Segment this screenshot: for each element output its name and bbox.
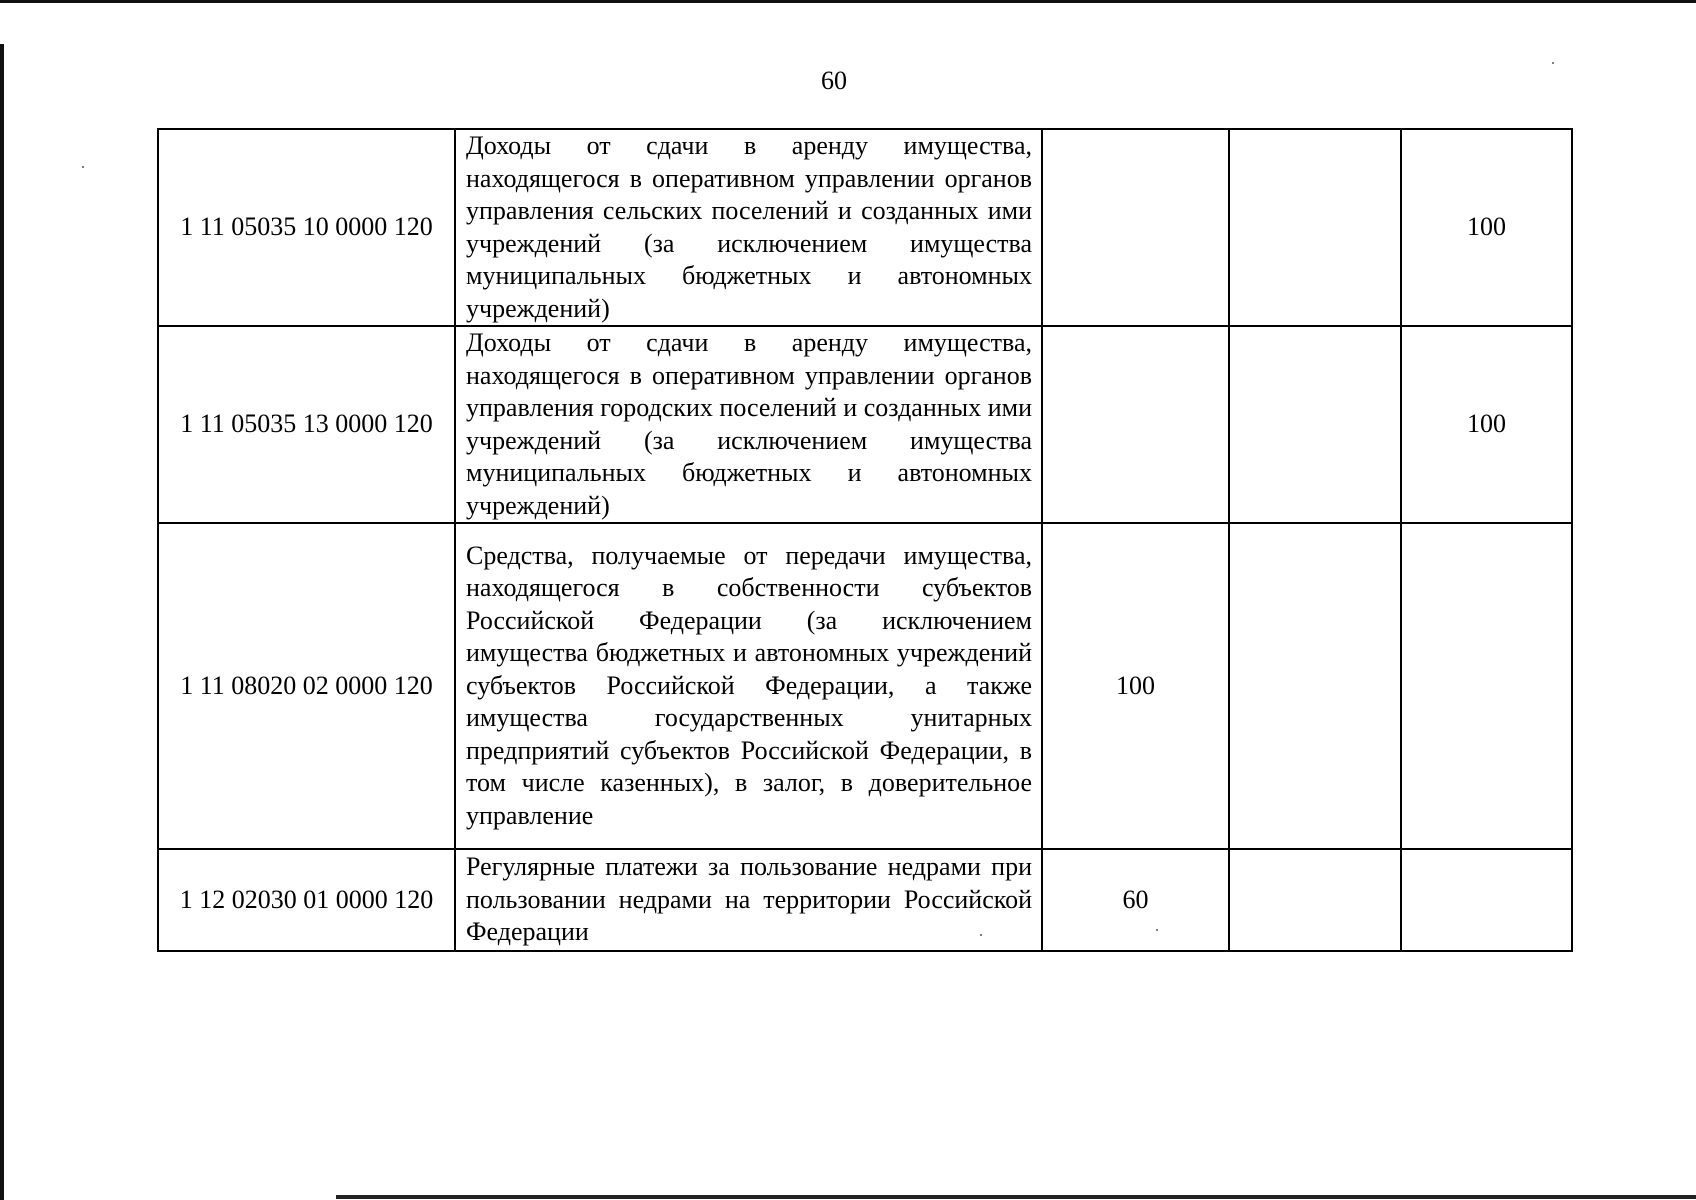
revenue-description: Регулярные платежи за пользование недрами при пользовании недрами на территории Российской Федерации: [455, 849, 1042, 951]
revenue-description: Доходы от сдачи в аренду имущества, находящегося в оперативном управлении органов управления сельских поселений и созданных ими учреждений (за исключением имущества муниципальных бюджетных и автономных учреждений): [455, 129, 1042, 326]
budget-code: 1 12 02030 01 0000 120: [158, 849, 455, 951]
scan-speck: [1552, 62, 1554, 64]
scan-edge-top: [0, 0, 1696, 3]
revenue-description: Доходы от сдачи в аренду имущества, находящегося в оперативном управлении органов управления городских поселений и созданных ими учреждений (за исключением имущества муниципальных бюджетных и автономных учреждений): [455, 326, 1042, 523]
table-row: [158, 523, 1572, 849]
value-col3: 100: [1042, 523, 1229, 849]
value-col4: [1229, 326, 1401, 523]
value-col3: [1042, 129, 1229, 326]
table-row: [158, 129, 1572, 326]
value-col3: [1042, 326, 1229, 523]
scan-speck: [980, 934, 982, 936]
value-col5: [1401, 523, 1572, 849]
budget-code: 1 11 08020 02 0000 120: [158, 523, 455, 849]
table-row: [158, 849, 1572, 951]
value-col4: [1229, 849, 1401, 951]
value-col4: [1229, 523, 1401, 849]
scan-edge-left: [0, 44, 4, 1200]
value-col5: 100: [1401, 129, 1572, 326]
revenue-description: Средства, получаемые от передачи имущества, находящегося в собственности субъектов Российской Федерации (за исключением имущества бюджетных и автономных учреждений субъектов Российской Федерации, а также имущества государственных унитарных предприятий субъектов Российской Федерации, в том числе казенных), в залог, в доверительное управление: [455, 523, 1042, 849]
value-col4: [1229, 129, 1401, 326]
table-row: [158, 326, 1572, 523]
scan-edge-bottom: [336, 1195, 1696, 1199]
budget-code: 1 11 05035 13 0000 120: [158, 326, 455, 523]
scan-speck: [1156, 929, 1158, 931]
value-col3: 60: [1042, 849, 1229, 951]
value-col5: [1401, 849, 1572, 951]
page-number: 60: [821, 66, 847, 95]
budget-code: 1 11 05035 10 0000 120: [158, 129, 455, 326]
value-col5: 100: [1401, 326, 1572, 523]
scan-speck: [82, 166, 84, 168]
revenue-table: [157, 128, 1573, 952]
